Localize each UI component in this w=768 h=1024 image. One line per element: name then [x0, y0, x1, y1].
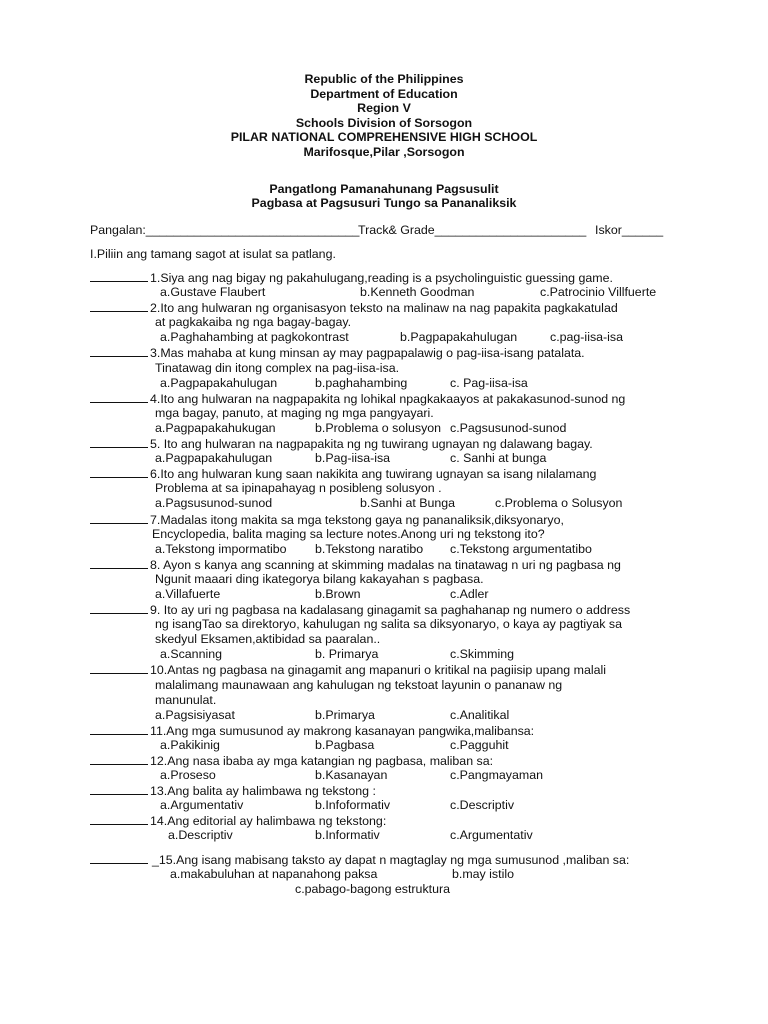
question-text: 9. Ito ay uri ng pagbasa na kadalasang ginagamit sa paghahanap ng numero o address	[150, 603, 631, 618]
instructions: I.Piliin ang tamang sagot at isulat sa patlang.	[90, 247, 336, 261]
question-item	[90, 813, 710, 843]
question-continuation: manunulat.	[155, 692, 217, 707]
header-line: Department of Education	[310, 86, 458, 101]
option-c: c.Descriptiv	[450, 798, 515, 813]
question-item	[90, 345, 710, 390]
question-continuation: Encyclopedia, balita maging sa lecture notes.Anong uri ng tekstong ito?	[152, 526, 545, 541]
option-c: c.Pagguhit	[450, 737, 509, 752]
options-row	[90, 330, 710, 345]
question-item	[90, 602, 710, 662]
options-row	[90, 708, 710, 723]
option-b: b.may istilo	[452, 866, 514, 881]
option-c: c.Problema o Solusyon	[495, 496, 623, 511]
options-row	[90, 496, 710, 511]
school-header	[0, 72, 768, 159]
question-continuation: mga bagay, panuto, at maging ng mga pangyayari.	[155, 405, 434, 420]
answer-blank[interactable]	[90, 753, 148, 765]
question-continuation: Ngunit maaari ding ikategorya bilang kakayahan s pagbasa.	[155, 571, 484, 586]
question-continuation: at pagkakaiba ng nga bagay-bagay.	[155, 315, 352, 330]
option-c: c. Sanhi at bunga	[450, 451, 547, 466]
question-line	[90, 300, 710, 315]
question-text: 6.Ito ang hulwaran kung saan nakikita ang tuwirang ugnayan sa isang nilalamang	[150, 467, 597, 482]
question-text: 12.Ang nasa ibaba ay mga katangian ng pagbasa, maliban sa:	[150, 754, 494, 768]
option-b: b.Infoformativ	[315, 798, 391, 813]
options-row	[90, 542, 710, 557]
option-b: b.Problema o solusyon	[315, 420, 442, 435]
option-c: c.pag-iisa-isa	[550, 330, 623, 345]
answer-blank[interactable]	[90, 436, 148, 448]
question-text: 1.Siya ang nag bigay ng pakahulugang,reading is a psycholinguistic guessing game.	[150, 271, 613, 285]
question-item	[90, 512, 710, 557]
option-a: a.Descriptiv	[168, 828, 233, 843]
option-b: b.Informativ	[315, 828, 380, 843]
question-line	[90, 436, 710, 451]
option-a: a.Pagsusunod-sunod	[155, 496, 273, 511]
question-continuation: skedyul Eksamen,aktibidad sa paaralan..	[155, 632, 381, 647]
option-b: b.Kenneth Goodman	[360, 285, 475, 300]
track-grade-field[interactable]: Track& Grade______________________	[358, 223, 587, 237]
option-c: c. Pag-iisa-isa	[450, 375, 528, 390]
option-a: a.Scanning	[160, 647, 223, 662]
option-b: b.Pagpapakahulugan	[400, 330, 518, 345]
option-a: a.Pagpapakahukugan	[155, 420, 276, 435]
header-line: Schools Division of Sorsogon	[295, 115, 473, 130]
question-text: 5. Ito ang hulwaran na nagpapakita ng ng tuwirang ugnayan ng dalawang bagay.	[150, 437, 593, 452]
question-item	[90, 852, 710, 897]
option-a: a.Proseso	[160, 768, 216, 783]
options-row	[90, 587, 710, 602]
question-line	[90, 391, 710, 406]
answer-blank[interactable]	[90, 662, 148, 674]
option-a: a.makabuluhan at napanahong paksa	[170, 866, 378, 881]
options-row	[90, 867, 710, 882]
spacer	[90, 844, 710, 852]
header-line: Marifosque,Pilar ,Sorsogon	[303, 144, 465, 159]
option-b: b.Primarya	[315, 707, 375, 722]
question-line	[90, 753, 710, 768]
question-item	[90, 662, 710, 722]
options-row	[90, 421, 710, 436]
question-continuation: ng isangTao sa direktoryo, kahulugan ng salita sa diksyonaryo, o kaya ay pagtiyak sa	[155, 617, 622, 632]
name-field[interactable]: Pangalan:_______________________________	[90, 223, 360, 237]
question-text: 14.Ang editorial ay halimbawa ng tekstong:	[150, 814, 387, 829]
question-text: 4.Ito ang hulwaran na nagpapakita ng lohikal npagkakaayos at pakakasunod-sunod ng	[150, 391, 626, 406]
question-item	[90, 300, 710, 345]
question-line	[90, 662, 710, 677]
question-item	[90, 270, 710, 300]
question-item	[90, 723, 710, 753]
answer-blank[interactable]	[90, 391, 148, 403]
answer-blank[interactable]	[90, 345, 148, 357]
question-text: 2.Ito ang hulwaran ng organisasyon teksto na malinaw na nag papakita pagkakatulad	[150, 301, 618, 316]
options-row	[90, 451, 710, 466]
option-c: c.Pangmayaman	[450, 768, 543, 783]
option-c: c.Analitikal	[450, 707, 510, 722]
question-text: 11.Ang mga sumusunod ay makrong kasanayan pangwika,malibansa:	[150, 723, 535, 738]
header-line: Republic of the Philippines	[304, 72, 464, 86]
answer-blank[interactable]	[90, 602, 148, 614]
header-line: Region V	[357, 101, 411, 115]
option-b: b.Tekstong naratibo	[315, 541, 424, 556]
option-a: a.Argumentativ	[160, 798, 244, 813]
option-a: a.Pagpapakahulugan	[160, 375, 278, 390]
options-row	[90, 647, 710, 662]
options-row	[90, 798, 710, 813]
question-line	[90, 602, 710, 617]
question-line	[90, 345, 710, 360]
question-line	[90, 466, 710, 481]
question-item	[90, 753, 710, 783]
option-c: c.Tekstong argumentatibo	[450, 541, 592, 556]
option-c: c.pabago-bagong estruktura	[295, 881, 450, 896]
question-line	[90, 783, 710, 798]
option-b: b. Primarya	[315, 647, 379, 662]
answer-blank[interactable]	[90, 270, 148, 282]
question-continuation: Problema at sa ipinapahayag n posibleng solusyon .	[155, 481, 442, 496]
question-text: 8. Ayon s kanya ang scanning at skimming madalas na tinatawag n uri ng pagbasa ng	[150, 557, 621, 572]
question-text: 3.Mas mahaba at kung minsan ay may pagpapalawig o pag-iisa-isang patalata.	[150, 346, 585, 361]
option-b: b.Pag-iisa-isa	[315, 451, 391, 466]
exam-title-line2: Pagbasa at Pagsusuri Tungo sa Pananaliksik	[251, 196, 517, 210]
options-row	[90, 882, 710, 897]
option-b: b.Sanhi at Bunga	[360, 496, 456, 511]
option-a: a.Paghahambing at pagkokontrast	[160, 330, 349, 345]
option-c: c.Pagsusunod-sunod	[450, 420, 567, 435]
question-continuation: Tinatawag din itong complex na pag-iisa-isa.	[155, 360, 400, 375]
option-a: a.Gustave Flaubert	[160, 285, 266, 300]
question-text: 10.Antas ng pagbasa na ginagamit ang mapanuri o kritikal na pagiisip upang malali	[150, 663, 606, 678]
exam-title-line1: Pangatlong Pamanahunang Pagsusulit	[269, 182, 499, 196]
question-line	[90, 813, 710, 828]
option-c: c.Patrocinio Villfuerte	[540, 285, 657, 300]
answer-blank[interactable]	[90, 813, 148, 825]
options-row	[90, 768, 710, 783]
option-a: a.Pagpapakahulugan	[155, 451, 273, 466]
option-c: c.Skimming	[450, 647, 515, 662]
question-item	[90, 557, 710, 602]
answer-blank[interactable]	[90, 783, 148, 795]
question-line	[90, 852, 710, 867]
options-row	[90, 285, 710, 300]
answer-blank[interactable]	[90, 466, 148, 478]
option-b: b.Pagbasa	[315, 737, 375, 752]
options-row	[90, 738, 710, 753]
option-b: b.paghahambing	[315, 375, 408, 390]
answer-blank[interactable]	[90, 852, 148, 864]
option-c: c.Argumentativ	[450, 828, 533, 843]
question-item	[90, 436, 710, 466]
score-field[interactable]: Iskor______	[595, 223, 664, 237]
header-line: PILAR NATIONAL COMPREHENSIVE HIGH SCHOOL	[230, 130, 538, 144]
question-text: 13.Ang balita ay halimbawa ng tekstong :	[150, 784, 376, 799]
option-b: b.Kasanayan	[315, 768, 388, 783]
options-row	[90, 828, 710, 843]
question-item	[90, 391, 710, 436]
answer-blank[interactable]	[90, 300, 148, 312]
question-list	[90, 270, 710, 897]
question-text: _15.Ang isang mabisang taksto ay dapat n magtaglay ng mga sumusunod ,maliban sa:	[152, 852, 630, 867]
option-c: c.Adler	[450, 586, 489, 601]
option-a: a.Pakikinig	[160, 737, 220, 752]
option-b: b.Brown	[315, 586, 361, 601]
question-line	[90, 512, 710, 527]
options-row	[90, 376, 710, 391]
question-continuation: malalimang maunawaan ang kahulugan ng tekstoat layunin o pananaw ng	[155, 677, 563, 692]
option-a: a.Tekstong impormatibo	[155, 541, 287, 556]
option-a: a.Pagsisiyasat	[155, 707, 235, 722]
answer-blank[interactable]	[90, 512, 148, 524]
answer-blank[interactable]	[90, 723, 148, 735]
answer-blank[interactable]	[90, 557, 148, 569]
question-line	[90, 557, 710, 572]
question-item	[90, 783, 710, 813]
exam-title	[0, 182, 768, 210]
question-line	[90, 723, 710, 738]
question-item	[90, 466, 710, 511]
option-a: a.Villafuerte	[155, 586, 221, 601]
question-text: 7.Madalas itong makita sa mga tekstong gaya ng pananaliksik,diksyonaryo,	[150, 512, 564, 527]
question-line	[90, 270, 710, 285]
